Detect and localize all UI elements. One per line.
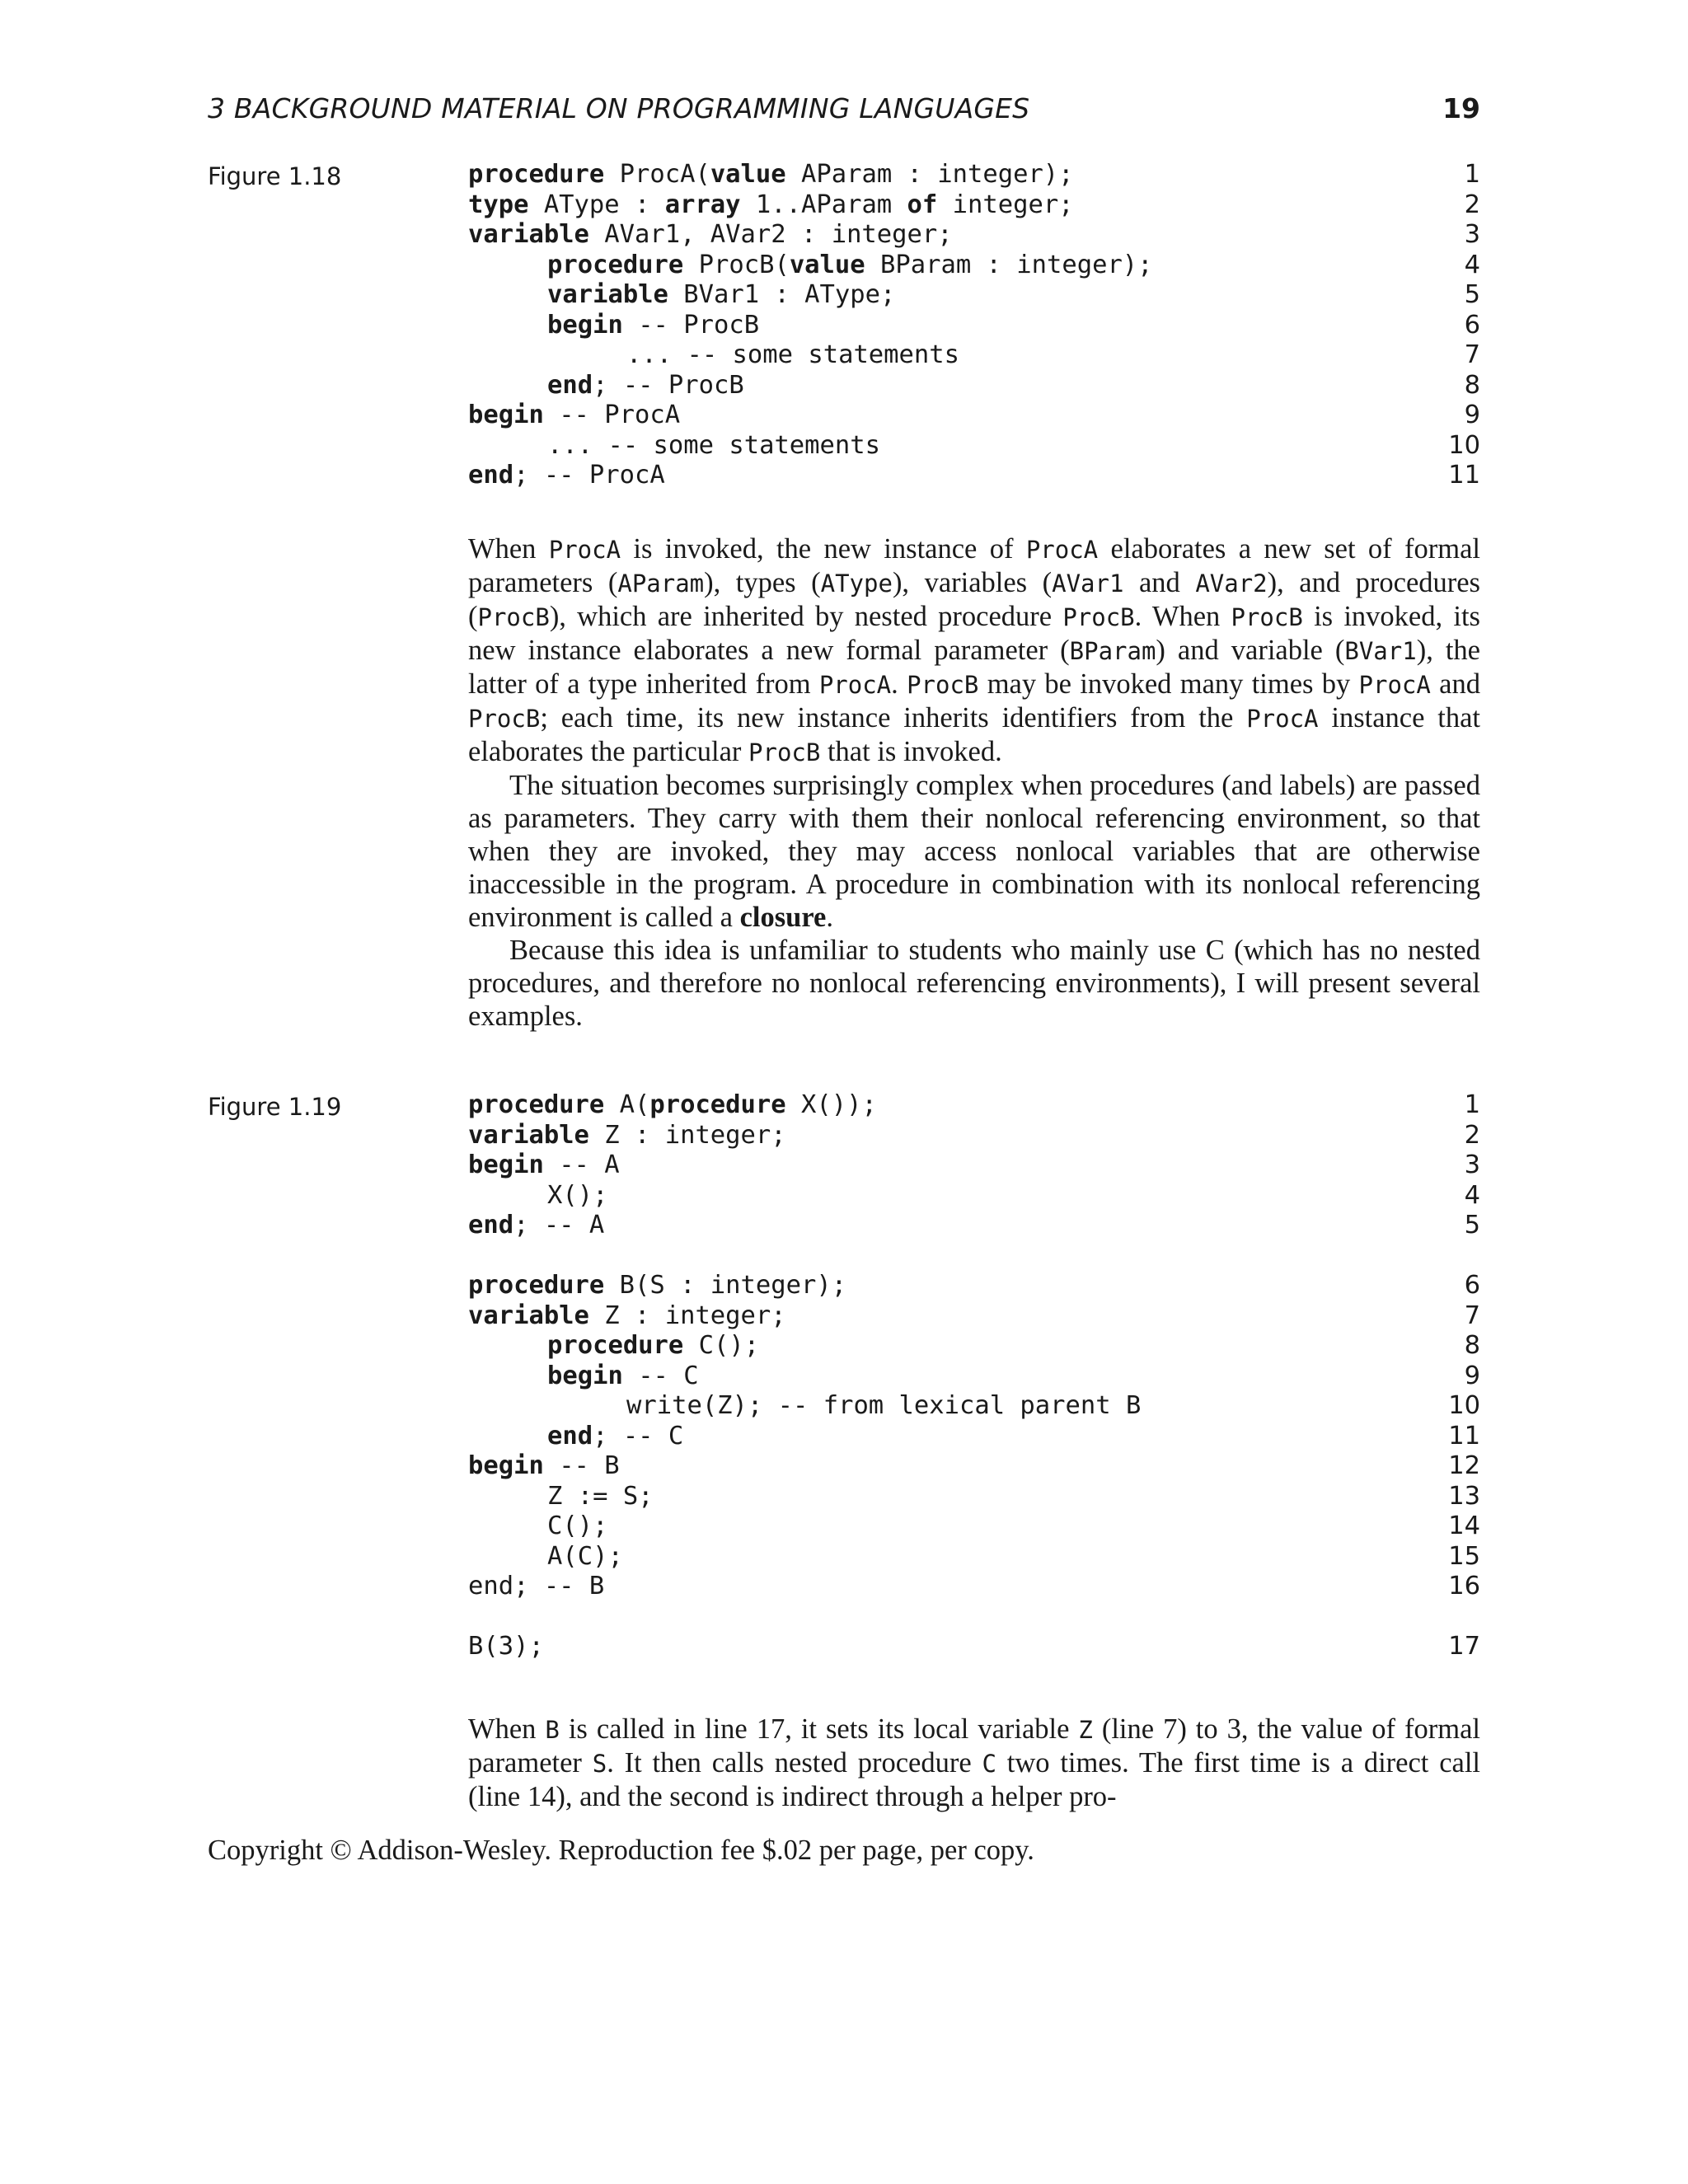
code-line: [468, 1422, 1480, 1452]
code-line: [468, 311, 1480, 341]
code-fragment: B(S : integer);: [604, 1271, 847, 1300]
code-line: [468, 1151, 1480, 1181]
code-fragment: -- ProcB: [622, 310, 760, 340]
code-fragment: 1..AParam: [740, 190, 907, 219]
code-line: [468, 251, 1480, 281]
code-text: [468, 461, 665, 491]
page-number: 19: [1442, 92, 1480, 124]
inline-code: ProcA: [548, 536, 621, 564]
code-fragment: -- A: [543, 1151, 620, 1179]
code-line: [468, 1181, 1480, 1212]
code-text: [468, 1301, 786, 1332]
text-run: and: [1430, 668, 1480, 700]
code-line: [468, 1121, 1480, 1151]
inline-code: AVar2: [1195, 569, 1268, 598]
text-run: instance that elaborates the particular: [468, 702, 1480, 767]
text-run: Because this idea is unfamiliar to students who mainly use C (which has no nested procedures, and therefore no nonlocal referencing environments), I will present several examples.: [468, 935, 1480, 1032]
code-blank-line: [468, 1602, 1480, 1633]
text-run: is invoked, the new instance of: [621, 533, 1026, 565]
code-line: [468, 280, 1480, 311]
code-fragment: AVar1, AVar2 : integer;: [588, 220, 953, 249]
emphasis-term: closure: [739, 902, 827, 933]
code-fragment: -- ProcA: [543, 401, 681, 429]
code-fragment: ; -- ProcA: [513, 461, 665, 490]
code-line: [468, 1632, 1480, 1662]
code-text: [468, 1151, 620, 1181]
text-run: ) and variable (: [1156, 635, 1345, 666]
inline-code: S: [592, 1750, 607, 1778]
code-fragment: BParam : integer);: [865, 250, 1153, 279]
paragraph: [468, 934, 1480, 1033]
code-text: [547, 1482, 654, 1512]
line-number: 13: [1448, 1481, 1480, 1511]
code-keyword: variable: [468, 1301, 589, 1330]
inline-code: ProcA: [818, 671, 892, 699]
code-keyword: begin: [468, 401, 544, 429]
code-line: [468, 220, 1480, 251]
code-keyword: procedure: [468, 1090, 605, 1119]
line-number: 8: [1464, 1331, 1480, 1360]
code-fragment: B(3);: [468, 1632, 544, 1661]
inline-code: BParam: [1069, 637, 1156, 665]
code-text: [468, 160, 1074, 190]
code-keyword: end: [547, 1421, 593, 1451]
body-text: [468, 1713, 1480, 1813]
line-number: 15: [1448, 1541, 1480, 1571]
inline-code: AParam: [617, 569, 705, 598]
code-line: [468, 160, 1480, 190]
inline-code: BVar1: [1344, 637, 1417, 665]
code-line: [468, 1391, 1480, 1422]
inline-code: AVar1: [1052, 569, 1124, 598]
paragraph: [468, 1713, 1480, 1813]
code-fragment: C();: [547, 1511, 608, 1540]
line-number: 4: [1464, 1180, 1480, 1210]
code-keyword: begin: [547, 1361, 623, 1390]
code-line: [468, 1271, 1480, 1301]
code-listing: [468, 1090, 1480, 1662]
line-number: 7: [1464, 1301, 1480, 1330]
code-keyword: procedure: [468, 160, 605, 189]
line-number: 3: [1464, 220, 1480, 249]
code-keyword: value: [710, 160, 786, 189]
inline-code: ProcB: [1062, 603, 1135, 631]
code-line: [468, 401, 1480, 431]
code-line: [468, 1211, 1480, 1241]
code-text: [468, 1271, 846, 1301]
figure-label: Figure 1.18: [208, 162, 342, 190]
line-number: 17: [1448, 1632, 1480, 1661]
code-text: [547, 1511, 607, 1542]
code-text: [468, 1572, 604, 1602]
code-text: [547, 1422, 683, 1452]
code-fragment: -- C: [622, 1361, 699, 1390]
code-text: [626, 1391, 1141, 1422]
line-number: 9: [1464, 401, 1480, 429]
code-line: [468, 1482, 1480, 1512]
text-run: When: [468, 533, 549, 565]
code-text: [468, 401, 680, 431]
code-fragment: ... -- some statements: [626, 340, 959, 369]
line-number: 1: [1464, 160, 1480, 189]
code-fragment: ProcA(: [604, 160, 710, 189]
line-number: 10: [1448, 430, 1480, 460]
text-run: two times. The first time is a direct call (line 14), and the second is indirect through a helper pro-: [468, 1747, 1480, 1812]
line-number: 7: [1464, 340, 1480, 369]
figure-label: Figure 1.19: [208, 1093, 342, 1121]
line-number: 1: [1464, 1090, 1480, 1119]
text-run: ), variables (: [892, 567, 1053, 598]
code-line: [468, 1331, 1480, 1361]
code-fragment: ; -- C: [593, 1421, 684, 1451]
code-text: [468, 1632, 544, 1662]
code-text: [547, 1181, 607, 1212]
code-fragment: ... -- some statements: [547, 430, 880, 460]
text-run: ), the latter of a type inherited from: [468, 635, 1480, 700]
code-keyword: procedure: [468, 1271, 605, 1300]
code-fragment: ; -- A: [513, 1211, 605, 1240]
text-run: When: [468, 1713, 546, 1745]
line-number: 16: [1448, 1572, 1480, 1601]
body-text: [468, 532, 1480, 1033]
code-text: [547, 1361, 699, 1392]
code-fragment: Z : integer;: [588, 1301, 786, 1330]
code-fragment: BVar1 : AType;: [668, 280, 896, 309]
text-run: may be invoked many times by: [978, 668, 1359, 700]
line-number: 9: [1464, 1361, 1480, 1390]
code-text: [547, 1542, 623, 1572]
code-keyword: end: [468, 1211, 514, 1240]
code-text: [468, 220, 953, 251]
line-number: 2: [1464, 1120, 1480, 1150]
code-fragment: integer;: [937, 190, 1074, 219]
chapter-title: 3 BACKGROUND MATERIAL ON PROGRAMMING LANGUAGES: [208, 92, 1030, 124]
code-keyword: procedure: [547, 1331, 684, 1360]
code-line: [468, 1572, 1480, 1602]
inline-code: AType: [820, 569, 893, 598]
code-text: [468, 190, 1074, 221]
code-fragment: Z : integer;: [588, 1120, 786, 1150]
line-number: 10: [1448, 1391, 1480, 1420]
code-fragment: ; -- ProcB: [593, 370, 744, 400]
line-number: 2: [1464, 190, 1480, 219]
line-number: 3: [1464, 1151, 1480, 1179]
inline-code: ProcB: [748, 738, 821, 766]
code-line: [468, 1361, 1480, 1392]
text-run: .: [891, 668, 907, 700]
line-number: 11: [1448, 461, 1480, 490]
code-listing: [468, 160, 1480, 491]
code-fragment: -- B: [543, 1451, 620, 1480]
code-line: [468, 1542, 1480, 1572]
code-keyword: procedure: [547, 250, 684, 279]
code-fragment: X());: [785, 1090, 877, 1119]
code-keyword: value: [789, 250, 865, 279]
code-keyword: variable: [468, 1120, 589, 1150]
code-line: [468, 371, 1480, 401]
code-keyword: begin: [468, 1151, 544, 1179]
code-fragment: ProcB(: [683, 250, 790, 279]
code-line: [468, 1511, 1480, 1542]
inline-code: B: [545, 1716, 560, 1744]
inline-code: ProcB: [907, 671, 979, 699]
code-fragment: end; -- B: [468, 1572, 605, 1601]
code-line: [468, 1090, 1480, 1121]
code-line: [468, 461, 1480, 491]
text-run: . When: [1134, 601, 1231, 632]
code-line: [468, 431, 1480, 462]
text-run: and: [1123, 567, 1196, 598]
text-run: is called in line 17, it sets its local variable: [559, 1713, 1079, 1745]
code-keyword: variable: [468, 220, 589, 249]
code-fragment: AType :: [528, 190, 665, 219]
inline-code: ProcB: [468, 705, 541, 733]
code-text: [547, 371, 744, 401]
inline-code: ProcA: [1246, 705, 1319, 733]
line-number: 4: [1464, 250, 1480, 279]
code-keyword: procedure: [649, 1090, 786, 1119]
code-text: [468, 1121, 786, 1151]
code-keyword: array: [664, 190, 741, 219]
text-run: ), and procedures (: [468, 567, 1480, 632]
inline-code: C: [982, 1750, 996, 1778]
text-run: ), types (: [704, 567, 821, 598]
code-keyword: type: [468, 190, 529, 219]
code-keyword: end: [468, 461, 514, 490]
code-text: [547, 280, 895, 311]
code-text: [547, 251, 1153, 281]
copyright-footer: Copyright © Addison-Wesley. Reproduction fee $.02 per page, per copy.: [208, 1835, 1034, 1866]
line-number: 6: [1464, 1271, 1480, 1300]
inline-code: ProcA: [1025, 536, 1099, 564]
code-fragment: AParam : integer);: [785, 160, 1074, 189]
code-keyword: variable: [547, 280, 668, 309]
code-fragment: Z := S;: [547, 1481, 654, 1511]
inline-code: ProcA: [1358, 671, 1431, 699]
text-run: that is invoked.: [820, 736, 1002, 767]
code-fragment: C();: [683, 1331, 760, 1360]
paragraph: [468, 769, 1480, 934]
code-keyword: begin: [468, 1451, 544, 1480]
text-run: elaborates a new set of formal parameters (: [468, 533, 1480, 598]
text-run: is invoked, its new instance elaborates a new formal parameter (: [468, 601, 1480, 666]
text-run: ; each time, its new instance inherits identifiers from the: [540, 702, 1247, 733]
line-number: 12: [1448, 1451, 1480, 1480]
code-text: [468, 1451, 620, 1482]
code-blank-line: [468, 1241, 1480, 1272]
line-number: 8: [1464, 370, 1480, 400]
code-fragment: X();: [547, 1180, 608, 1210]
code-text: [468, 1211, 604, 1241]
code-text: [547, 1331, 759, 1361]
running-head: [208, 92, 1480, 134]
line-number: 5: [1464, 280, 1480, 309]
line-number: 6: [1464, 310, 1480, 340]
line-number: 5: [1464, 1211, 1480, 1240]
inline-code: ProcB: [1231, 603, 1303, 631]
code-fragment: A(C);: [547, 1541, 623, 1571]
code-line: [468, 1301, 1480, 1332]
code-text: [547, 311, 759, 341]
code-keyword: begin: [547, 310, 623, 340]
inline-code: ProcB: [477, 603, 550, 631]
code-line: [468, 190, 1480, 221]
code-text: [468, 1090, 877, 1121]
text-run: The situation becomes surprisingly complex when procedures (and labels) are passed as parameters. They carry with them their nonlocal referencing environment, so that when they are invoked, they may access nonlocal variables that are otherwise inaccessible in the program. A procedure in combination with its nonlocal referencing environment is called a: [468, 770, 1480, 933]
code-line: [468, 340, 1480, 371]
code-fragment: write(Z); -- from lexical parent B: [626, 1391, 1142, 1420]
text-run: . It then calls nested procedure: [607, 1747, 982, 1779]
inline-code: Z: [1078, 1716, 1093, 1744]
code-fragment: A(: [604, 1090, 650, 1119]
paragraph: [468, 532, 1480, 769]
text-run: .: [826, 902, 833, 933]
code-keyword: of: [907, 190, 938, 219]
code-text: [547, 431, 880, 462]
text-run: (line 7) to 3, the value of formal parameter: [468, 1713, 1480, 1779]
code-keyword: end: [547, 370, 593, 400]
line-number: 14: [1448, 1511, 1480, 1540]
line-number: 11: [1448, 1421, 1480, 1451]
code-line: [468, 1451, 1480, 1482]
text-run: ), which are inherited by nested procedure: [549, 601, 1063, 632]
code-text: [626, 340, 959, 371]
